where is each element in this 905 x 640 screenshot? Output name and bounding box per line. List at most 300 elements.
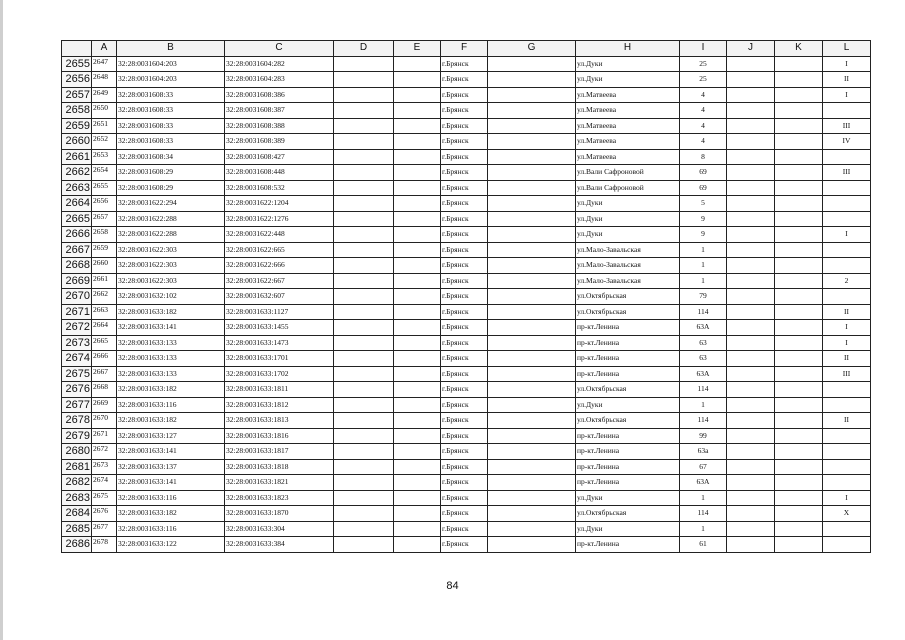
cell-c[interactable]: 32:28:0031633:1817 — [225, 444, 334, 460]
cell-j[interactable] — [727, 227, 775, 243]
cell-h[interactable]: ул.Мало-Завальская — [576, 258, 680, 274]
cell-a[interactable]: 2656 — [92, 196, 117, 212]
cell-l[interactable] — [823, 428, 871, 444]
cell-j[interactable] — [727, 506, 775, 522]
cell-i[interactable]: 9 — [680, 227, 727, 243]
cell-j[interactable] — [727, 134, 775, 150]
cell-f[interactable]: г.Брянск — [441, 87, 488, 103]
cell-h[interactable]: ул.Октябрьская — [576, 382, 680, 398]
cell-f[interactable]: г.Брянск — [441, 273, 488, 289]
cell-h[interactable]: ул.Октябрьская — [576, 413, 680, 429]
cell-f[interactable]: г.Брянск — [441, 459, 488, 475]
cell-d[interactable] — [334, 304, 394, 320]
cell-i[interactable]: 79 — [680, 289, 727, 305]
cell-h[interactable]: ул.Вали Сафроновой — [576, 180, 680, 196]
cell-e[interactable] — [394, 537, 441, 553]
cell-l[interactable] — [823, 149, 871, 165]
cell-g[interactable] — [488, 56, 576, 72]
cell-l[interactable] — [823, 475, 871, 491]
cell-k[interactable] — [775, 103, 823, 119]
cell-b[interactable]: 32:28:0031622:288 — [117, 211, 225, 227]
cell-j[interactable] — [727, 196, 775, 212]
cell-a[interactable]: 2653 — [92, 149, 117, 165]
cell-l[interactable]: II — [823, 72, 871, 88]
cell-c[interactable]: 32:28:0031633:1701 — [225, 351, 334, 367]
cell-h[interactable]: пр-кт.Ленина — [576, 320, 680, 336]
cell-i[interactable]: 69 — [680, 180, 727, 196]
cell-h[interactable]: ул.Матвеева — [576, 118, 680, 134]
cell-f[interactable]: г.Брянск — [441, 242, 488, 258]
cell-a[interactable]: 2664 — [92, 320, 117, 336]
cell-i[interactable]: 8 — [680, 149, 727, 165]
cell-e[interactable] — [394, 103, 441, 119]
cell-e[interactable] — [394, 196, 441, 212]
cell-a[interactable]: 2673 — [92, 459, 117, 475]
row-number[interactable]: 2663 — [62, 180, 92, 196]
cell-l[interactable]: I — [823, 56, 871, 72]
cell-e[interactable] — [394, 273, 441, 289]
cell-h[interactable]: пр-кт.Ленина — [576, 351, 680, 367]
cell-k[interactable] — [775, 490, 823, 506]
row-number[interactable]: 2676 — [62, 382, 92, 398]
row-number[interactable]: 2682 — [62, 475, 92, 491]
cell-i[interactable]: 1 — [680, 397, 727, 413]
cell-c[interactable]: 32:28:0031633:1455 — [225, 320, 334, 336]
row-number[interactable]: 2665 — [62, 211, 92, 227]
cell-a[interactable]: 2649 — [92, 87, 117, 103]
cell-j[interactable] — [727, 180, 775, 196]
cell-a[interactable]: 2672 — [92, 444, 117, 460]
cell-l[interactable] — [823, 397, 871, 413]
cell-i[interactable]: 63 — [680, 335, 727, 351]
cell-k[interactable] — [775, 180, 823, 196]
column-header-c[interactable]: C — [225, 41, 334, 57]
cell-e[interactable] — [394, 56, 441, 72]
cell-h[interactable]: ул.Дуки — [576, 490, 680, 506]
cell-j[interactable] — [727, 444, 775, 460]
cell-b[interactable]: 32:28:0031633:127 — [117, 428, 225, 444]
cell-d[interactable] — [334, 118, 394, 134]
cell-b[interactable]: 32:28:0031622:288 — [117, 227, 225, 243]
cell-j[interactable] — [727, 490, 775, 506]
cell-d[interactable] — [334, 56, 394, 72]
cell-d[interactable] — [334, 180, 394, 196]
cell-j[interactable] — [727, 382, 775, 398]
cell-l[interactable]: II — [823, 304, 871, 320]
cell-h[interactable]: ул.Мало-Завальская — [576, 273, 680, 289]
cell-k[interactable] — [775, 304, 823, 320]
cell-k[interactable] — [775, 397, 823, 413]
cell-i[interactable]: 61 — [680, 537, 727, 553]
cell-k[interactable] — [775, 351, 823, 367]
cell-d[interactable] — [334, 196, 394, 212]
cell-e[interactable] — [394, 134, 441, 150]
cell-k[interactable] — [775, 444, 823, 460]
cell-h[interactable]: пр-кт.Ленина — [576, 428, 680, 444]
cell-f[interactable]: г.Брянск — [441, 537, 488, 553]
column-header-e[interactable]: E — [394, 41, 441, 57]
cell-a[interactable]: 2665 — [92, 335, 117, 351]
cell-b[interactable]: 32:28:0031622:303 — [117, 273, 225, 289]
cell-f[interactable]: г.Брянск — [441, 351, 488, 367]
cell-e[interactable] — [394, 72, 441, 88]
cell-g[interactable] — [488, 335, 576, 351]
cell-e[interactable] — [394, 475, 441, 491]
cell-j[interactable] — [727, 211, 775, 227]
cell-a[interactable]: 2659 — [92, 242, 117, 258]
row-number[interactable]: 2681 — [62, 459, 92, 475]
column-header-g[interactable]: G — [488, 41, 576, 57]
cell-h[interactable]: ул.Дуки — [576, 521, 680, 537]
cell-k[interactable] — [775, 335, 823, 351]
cell-f[interactable]: г.Брянск — [441, 320, 488, 336]
cell-h[interactable]: ул.Октябрьская — [576, 304, 680, 320]
cell-g[interactable] — [488, 382, 576, 398]
cell-i[interactable]: 1 — [680, 490, 727, 506]
cell-e[interactable] — [394, 382, 441, 398]
cell-c[interactable]: 32:28:0031622:666 — [225, 258, 334, 274]
column-header-b[interactable]: B — [117, 41, 225, 57]
cell-l[interactable]: II — [823, 351, 871, 367]
row-number[interactable]: 2660 — [62, 134, 92, 150]
cell-i[interactable]: 63А — [680, 475, 727, 491]
cell-j[interactable] — [727, 273, 775, 289]
cell-i[interactable]: 5 — [680, 196, 727, 212]
cell-c[interactable]: 32:28:0031633:1812 — [225, 397, 334, 413]
row-number[interactable]: 2669 — [62, 273, 92, 289]
column-header-corner[interactable] — [62, 41, 92, 57]
cell-b[interactable]: 32:28:0031608:29 — [117, 180, 225, 196]
cell-e[interactable] — [394, 506, 441, 522]
cell-h[interactable]: ул.Дуки — [576, 397, 680, 413]
cell-d[interactable] — [334, 103, 394, 119]
cell-a[interactable]: 2658 — [92, 227, 117, 243]
cell-j[interactable] — [727, 413, 775, 429]
cell-b[interactable]: 32:28:0031604:203 — [117, 56, 225, 72]
cell-d[interactable] — [334, 397, 394, 413]
cell-d[interactable] — [334, 537, 394, 553]
cell-g[interactable] — [488, 537, 576, 553]
cell-h[interactable]: пр-кт.Ленина — [576, 459, 680, 475]
cell-k[interactable] — [775, 196, 823, 212]
row-number[interactable]: 2658 — [62, 103, 92, 119]
cell-d[interactable] — [334, 289, 394, 305]
row-number[interactable]: 2657 — [62, 87, 92, 103]
cell-d[interactable] — [334, 382, 394, 398]
cell-g[interactable] — [488, 490, 576, 506]
cell-a[interactable]: 2674 — [92, 475, 117, 491]
row-number[interactable]: 2683 — [62, 490, 92, 506]
cell-k[interactable] — [775, 87, 823, 103]
cell-a[interactable]: 2675 — [92, 490, 117, 506]
cell-e[interactable] — [394, 180, 441, 196]
cell-a[interactable]: 2651 — [92, 118, 117, 134]
cell-l[interactable] — [823, 521, 871, 537]
cell-f[interactable]: г.Брянск — [441, 366, 488, 382]
cell-i[interactable]: 1 — [680, 242, 727, 258]
row-number[interactable]: 2659 — [62, 118, 92, 134]
cell-l[interactable] — [823, 382, 871, 398]
cell-b[interactable]: 32:28:0031608:34 — [117, 149, 225, 165]
cell-l[interactable]: III — [823, 165, 871, 181]
cell-l[interactable]: X — [823, 506, 871, 522]
cell-l[interactable] — [823, 211, 871, 227]
cell-k[interactable] — [775, 521, 823, 537]
row-number[interactable]: 2674 — [62, 351, 92, 367]
cell-a[interactable]: 2662 — [92, 289, 117, 305]
cell-k[interactable] — [775, 165, 823, 181]
cell-a[interactable]: 2647 — [92, 56, 117, 72]
cell-g[interactable] — [488, 72, 576, 88]
cell-h[interactable]: ул.Дуки — [576, 56, 680, 72]
row-number[interactable]: 2686 — [62, 537, 92, 553]
cell-g[interactable] — [488, 180, 576, 196]
row-number[interactable]: 2672 — [62, 320, 92, 336]
cell-k[interactable] — [775, 134, 823, 150]
cell-i[interactable]: 114 — [680, 506, 727, 522]
cell-d[interactable] — [334, 506, 394, 522]
cell-e[interactable] — [394, 227, 441, 243]
cell-i[interactable]: 4 — [680, 87, 727, 103]
cell-i[interactable]: 67 — [680, 459, 727, 475]
cell-h[interactable]: ул.Вали Сафроновой — [576, 165, 680, 181]
cell-a[interactable]: 2660 — [92, 258, 117, 274]
cell-b[interactable]: 32:28:0031633:137 — [117, 459, 225, 475]
cell-h[interactable]: пр-кт.Ленина — [576, 366, 680, 382]
cell-f[interactable]: г.Брянск — [441, 413, 488, 429]
cell-a[interactable]: 2661 — [92, 273, 117, 289]
cell-c[interactable]: 32:28:0031622:665 — [225, 242, 334, 258]
cell-g[interactable] — [488, 118, 576, 134]
cell-c[interactable]: 32:28:0031633:1813 — [225, 413, 334, 429]
cell-i[interactable]: 1 — [680, 521, 727, 537]
cell-b[interactable]: 32:28:0031633:122 — [117, 537, 225, 553]
cell-b[interactable]: 32:28:0031633:141 — [117, 475, 225, 491]
cell-e[interactable] — [394, 366, 441, 382]
cell-i[interactable]: 63а — [680, 444, 727, 460]
cell-l[interactable]: I — [823, 320, 871, 336]
cell-c[interactable]: 32:28:0031633:304 — [225, 521, 334, 537]
cell-a[interactable]: 2669 — [92, 397, 117, 413]
cell-c[interactable]: 32:28:0031633:1702 — [225, 366, 334, 382]
cell-h[interactable]: пр-кт.Ленина — [576, 335, 680, 351]
column-header-h[interactable]: H — [576, 41, 680, 57]
cell-l[interactable]: I — [823, 87, 871, 103]
cell-d[interactable] — [334, 273, 394, 289]
row-number[interactable]: 2673 — [62, 335, 92, 351]
cell-e[interactable] — [394, 149, 441, 165]
cell-j[interactable] — [727, 397, 775, 413]
cell-l[interactable] — [823, 196, 871, 212]
cell-g[interactable] — [488, 397, 576, 413]
column-header-l[interactable]: L — [823, 41, 871, 57]
cell-b[interactable]: 32:28:0031633:182 — [117, 413, 225, 429]
cell-a[interactable]: 2668 — [92, 382, 117, 398]
cell-d[interactable] — [334, 165, 394, 181]
cell-i[interactable]: 63А — [680, 366, 727, 382]
cell-e[interactable] — [394, 211, 441, 227]
cell-c[interactable]: 32:28:0031633:1473 — [225, 335, 334, 351]
column-header-d[interactable]: D — [334, 41, 394, 57]
cell-b[interactable]: 32:28:0031608:33 — [117, 87, 225, 103]
cell-g[interactable] — [488, 289, 576, 305]
cell-j[interactable] — [727, 87, 775, 103]
cell-f[interactable]: г.Брянск — [441, 56, 488, 72]
cell-c[interactable]: 32:28:0031633:384 — [225, 537, 334, 553]
cell-l[interactable]: I — [823, 490, 871, 506]
cell-k[interactable] — [775, 258, 823, 274]
cell-b[interactable]: 32:28:0031608:29 — [117, 165, 225, 181]
cell-f[interactable]: г.Брянск — [441, 289, 488, 305]
cell-e[interactable] — [394, 459, 441, 475]
row-number[interactable]: 2670 — [62, 289, 92, 305]
cell-i[interactable]: 99 — [680, 428, 727, 444]
cell-f[interactable]: г.Брянск — [441, 428, 488, 444]
cell-i[interactable]: 63 — [680, 351, 727, 367]
cell-f[interactable]: г.Брянск — [441, 149, 488, 165]
cell-e[interactable] — [394, 258, 441, 274]
cell-g[interactable] — [488, 87, 576, 103]
cell-b[interactable]: 32:28:0031633:182 — [117, 382, 225, 398]
cell-a[interactable]: 2652 — [92, 134, 117, 150]
cell-i[interactable]: 1 — [680, 258, 727, 274]
cell-i[interactable]: 63А — [680, 320, 727, 336]
cell-f[interactable]: г.Брянск — [441, 335, 488, 351]
row-number[interactable]: 2684 — [62, 506, 92, 522]
cell-b[interactable]: 32:28:0031633:141 — [117, 444, 225, 460]
cell-c[interactable]: 32:28:0031633:1127 — [225, 304, 334, 320]
cell-k[interactable] — [775, 118, 823, 134]
cell-c[interactable]: 32:28:0031633:1816 — [225, 428, 334, 444]
cell-b[interactable]: 32:28:0031608:33 — [117, 134, 225, 150]
cell-g[interactable] — [488, 211, 576, 227]
cell-i[interactable]: 114 — [680, 382, 727, 398]
cell-h[interactable]: пр-кт.Ленина — [576, 475, 680, 491]
cell-b[interactable]: 32:28:0031622:303 — [117, 242, 225, 258]
cell-g[interactable] — [488, 475, 576, 491]
cell-f[interactable]: г.Брянск — [441, 227, 488, 243]
cell-i[interactable]: 4 — [680, 134, 727, 150]
row-number[interactable]: 2680 — [62, 444, 92, 460]
cell-h[interactable]: ул.Матвеева — [576, 103, 680, 119]
cell-h[interactable]: ул.Матвеева — [576, 87, 680, 103]
cell-h[interactable]: ул.Дуки — [576, 196, 680, 212]
cell-c[interactable]: 32:28:0031622:667 — [225, 273, 334, 289]
row-number[interactable]: 2677 — [62, 397, 92, 413]
cell-l[interactable] — [823, 242, 871, 258]
row-number[interactable]: 2656 — [62, 72, 92, 88]
cell-l[interactable] — [823, 537, 871, 553]
cell-d[interactable] — [334, 490, 394, 506]
cell-f[interactable]: г.Брянск — [441, 397, 488, 413]
cell-l[interactable]: 2 — [823, 273, 871, 289]
cell-c[interactable]: 32:28:0031604:283 — [225, 72, 334, 88]
cell-k[interactable] — [775, 506, 823, 522]
cell-i[interactable]: 114 — [680, 413, 727, 429]
cell-g[interactable] — [488, 227, 576, 243]
cell-g[interactable] — [488, 196, 576, 212]
cell-f[interactable]: г.Брянск — [441, 382, 488, 398]
cell-a[interactable]: 2655 — [92, 180, 117, 196]
cell-d[interactable] — [334, 335, 394, 351]
cell-k[interactable] — [775, 242, 823, 258]
cell-j[interactable] — [727, 103, 775, 119]
cell-b[interactable]: 32:28:0031622:303 — [117, 258, 225, 274]
cell-i[interactable]: 1 — [680, 273, 727, 289]
cell-c[interactable]: 32:28:0031632:607 — [225, 289, 334, 305]
cell-g[interactable] — [488, 521, 576, 537]
cell-c[interactable]: 32:28:0031608:386 — [225, 87, 334, 103]
cell-g[interactable] — [488, 103, 576, 119]
cell-i[interactable]: 4 — [680, 103, 727, 119]
cell-d[interactable] — [334, 87, 394, 103]
cell-j[interactable] — [727, 320, 775, 336]
cell-h[interactable]: ул.Дуки — [576, 227, 680, 243]
cell-i[interactable]: 25 — [680, 72, 727, 88]
column-header-k[interactable]: K — [775, 41, 823, 57]
cell-j[interactable] — [727, 335, 775, 351]
cell-k[interactable] — [775, 149, 823, 165]
cell-k[interactable] — [775, 273, 823, 289]
cell-f[interactable]: г.Брянск — [441, 304, 488, 320]
cell-c[interactable]: 32:28:0031604:282 — [225, 56, 334, 72]
cell-f[interactable]: г.Брянск — [441, 258, 488, 274]
cell-j[interactable] — [727, 118, 775, 134]
cell-d[interactable] — [334, 227, 394, 243]
cell-e[interactable] — [394, 490, 441, 506]
cell-c[interactable]: 32:28:0031633:1870 — [225, 506, 334, 522]
cell-e[interactable] — [394, 87, 441, 103]
cell-e[interactable] — [394, 242, 441, 258]
row-number[interactable]: 2655 — [62, 56, 92, 72]
cell-b[interactable]: 32:28:0031633:116 — [117, 490, 225, 506]
cell-f[interactable]: г.Брянск — [441, 72, 488, 88]
row-number[interactable]: 2668 — [62, 258, 92, 274]
cell-j[interactable] — [727, 304, 775, 320]
cell-a[interactable]: 2677 — [92, 521, 117, 537]
cell-b[interactable]: 32:28:0031633:133 — [117, 366, 225, 382]
cell-i[interactable]: 69 — [680, 165, 727, 181]
cell-d[interactable] — [334, 428, 394, 444]
cell-b[interactable]: 32:28:0031604:203 — [117, 72, 225, 88]
cell-d[interactable] — [334, 351, 394, 367]
cell-k[interactable] — [775, 72, 823, 88]
cell-j[interactable] — [727, 366, 775, 382]
cell-j[interactable] — [727, 475, 775, 491]
cell-b[interactable]: 32:28:0031608:33 — [117, 118, 225, 134]
cell-f[interactable]: г.Брянск — [441, 506, 488, 522]
cell-j[interactable] — [727, 459, 775, 475]
cell-i[interactable]: 114 — [680, 304, 727, 320]
row-number[interactable]: 2667 — [62, 242, 92, 258]
cell-c[interactable]: 32:28:0031622:1204 — [225, 196, 334, 212]
cell-l[interactable]: I — [823, 335, 871, 351]
cell-d[interactable] — [334, 366, 394, 382]
cell-e[interactable] — [394, 289, 441, 305]
cell-g[interactable] — [488, 165, 576, 181]
cell-c[interactable]: 32:28:0031622:448 — [225, 227, 334, 243]
cell-h[interactable]: ул.Матвеева — [576, 134, 680, 150]
cell-l[interactable] — [823, 180, 871, 196]
cell-h[interactable]: ул.Матвеева — [576, 149, 680, 165]
cell-f[interactable]: г.Брянск — [441, 490, 488, 506]
cell-e[interactable] — [394, 351, 441, 367]
cell-e[interactable] — [394, 397, 441, 413]
column-header-a[interactable]: A — [92, 41, 117, 57]
cell-d[interactable] — [334, 459, 394, 475]
cell-l[interactable] — [823, 289, 871, 305]
cell-j[interactable] — [727, 258, 775, 274]
